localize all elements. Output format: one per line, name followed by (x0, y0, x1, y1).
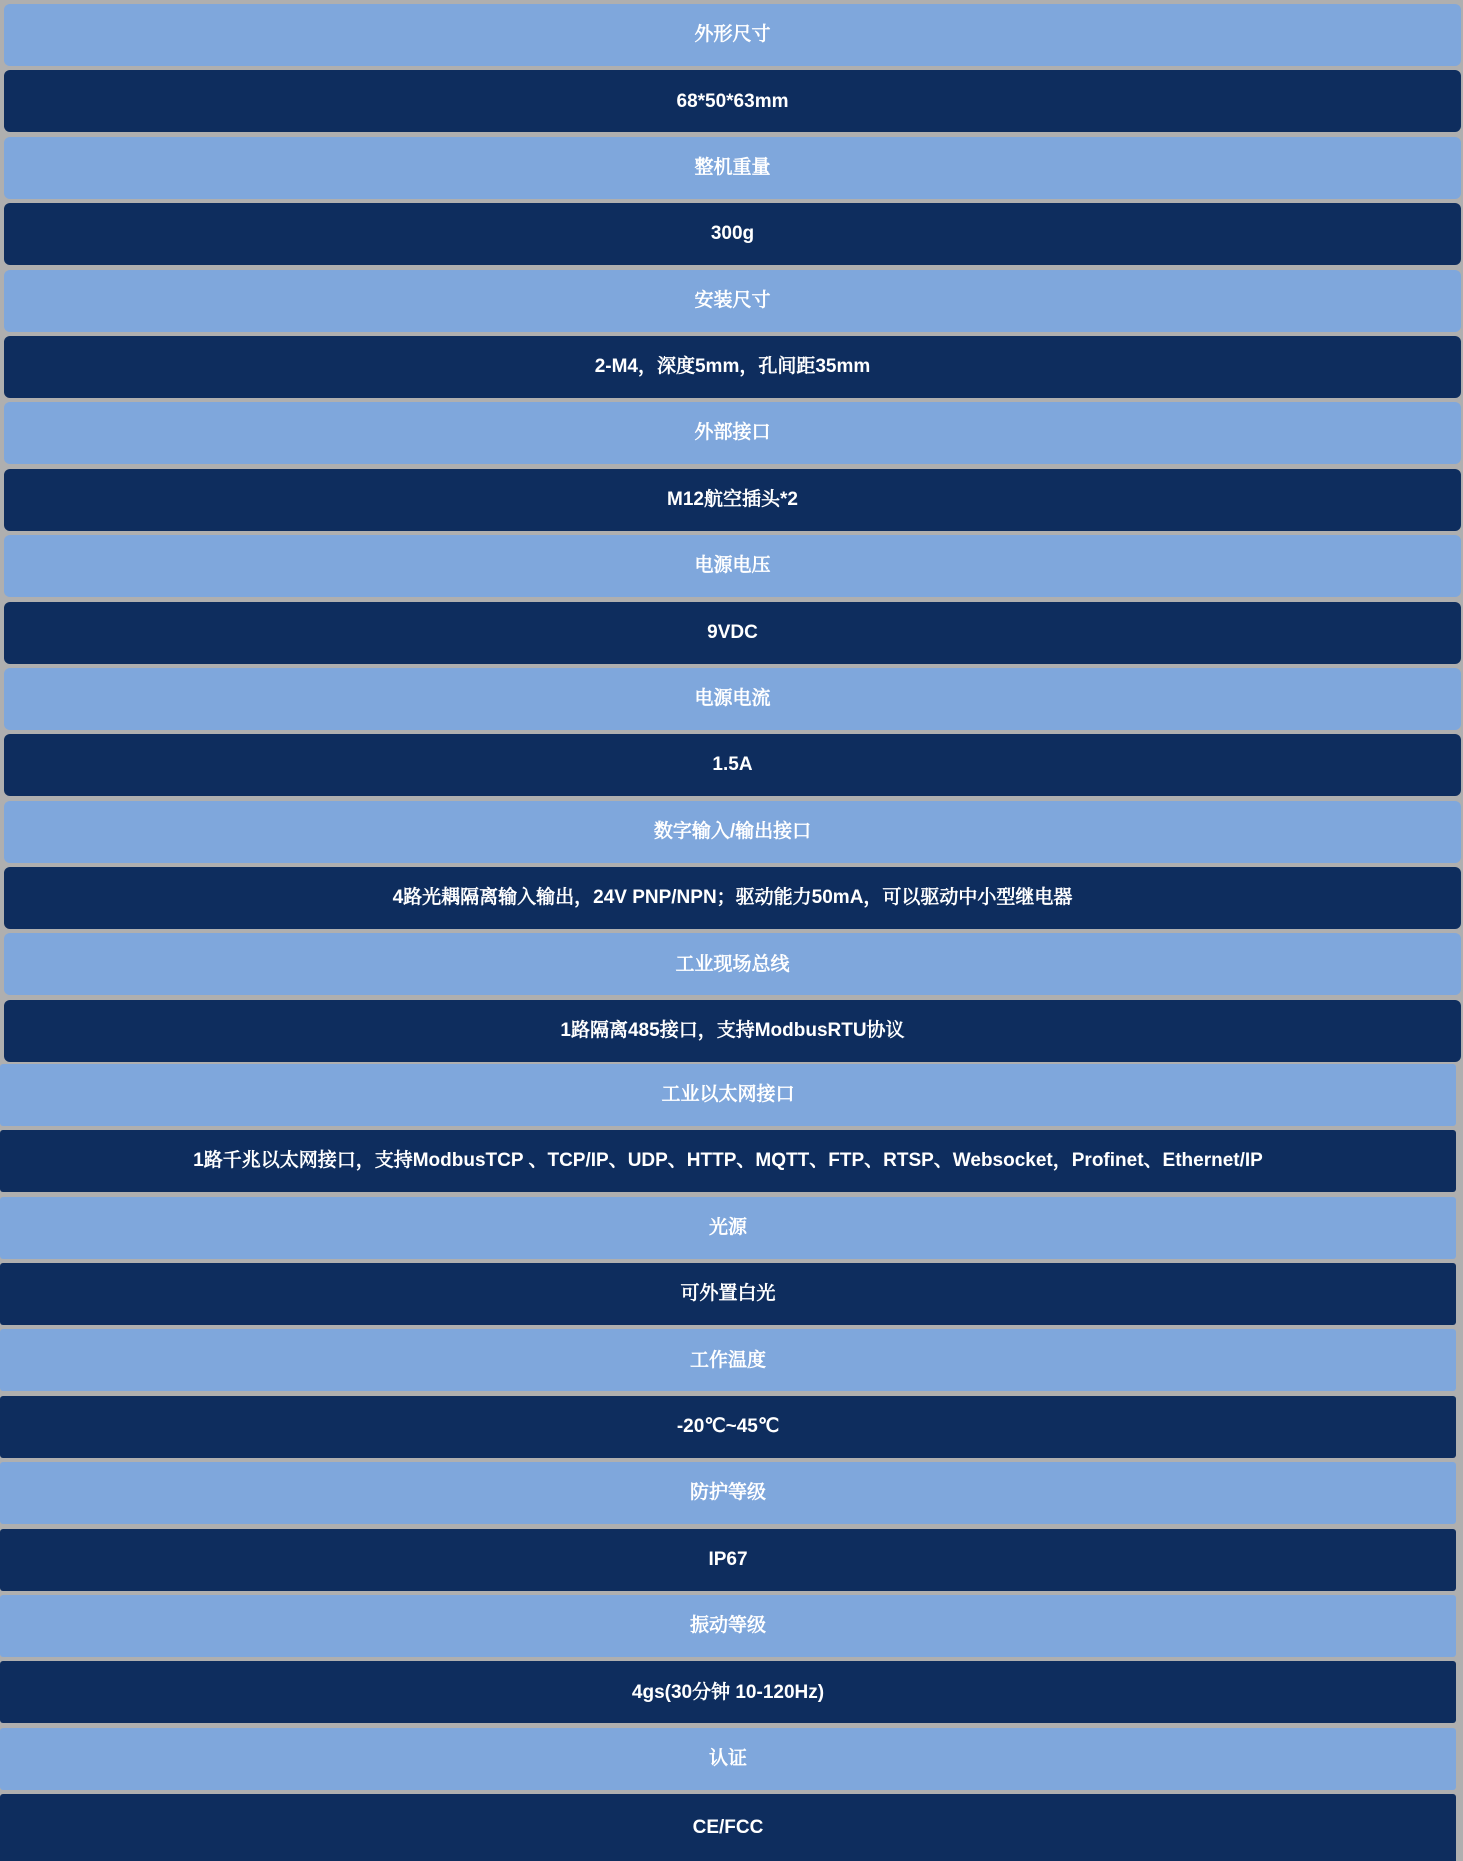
spec-row-label: 电源电流 (694, 688, 771, 710)
spec-row-label: 4路光耦隔离输入输出，24V PNP/NPN；驱动能力50mA，可以驱动中小型继电器 (392, 887, 1073, 909)
spec-row-label: 整机重量 (694, 156, 771, 178)
spec-value-row (0, 1794, 1456, 1861)
spec-value-row (4, 70, 1461, 132)
spec-row-label: -20℃~45℃ (676, 1415, 780, 1437)
spec-row-label: 安装尺寸 (694, 289, 771, 311)
spec-value-row (0, 1661, 1456, 1723)
spec-row-label: 防护等级 (689, 1482, 766, 1504)
spec-field-row (0, 1329, 1456, 1391)
spec-row-label: 认证 (708, 1747, 747, 1769)
spec-field-row (0, 1197, 1456, 1259)
spec-row-label: 工业以太网接口 (661, 1083, 795, 1105)
spec-field-row (4, 402, 1461, 464)
spec-value-row (4, 602, 1461, 664)
spec-row-label: 2-M4，深度5mm，孔间距35mm (594, 356, 871, 378)
spec-value-row (4, 867, 1461, 929)
spec-row-label: 1.5A (712, 754, 753, 776)
spec-row-label: 可外置白光 (680, 1283, 776, 1305)
spec-field-row (4, 801, 1461, 863)
spec-row-label: 数字输入/输出接口 (653, 820, 812, 842)
spec-row-label: IP67 (708, 1548, 748, 1570)
spec-field-row (0, 1595, 1456, 1657)
spec-field-row (4, 933, 1461, 995)
spec-row-label: 4gs(30分钟 10-120Hz) (631, 1681, 825, 1703)
spec-field-row (4, 137, 1461, 199)
spec-row-label: 9VDC (707, 621, 758, 643)
spec-value-row (0, 1263, 1456, 1325)
spec-row-label: M12航空插头*2 (667, 488, 798, 510)
spec-row-label: 光源 (708, 1216, 747, 1238)
spec-field-row (0, 1462, 1456, 1524)
spec-value-row (0, 1396, 1456, 1458)
spec-value-row (4, 734, 1461, 796)
spec-row-label: 工业现场总线 (675, 953, 790, 975)
spec-field-row (4, 270, 1461, 332)
spec-row-label: 振动等级 (689, 1615, 766, 1637)
spec-row-label: 1路千兆以太网接口，支持ModbusTCP 、TCP/IP、UDP、HTTP、MQTT、FTP、RTSP、Websocket，Profinet、Ethernet/IP (193, 1150, 1263, 1172)
spec-field-row (4, 668, 1461, 730)
spec-field-row (0, 1064, 1456, 1126)
spec-value-row (0, 1529, 1456, 1591)
spec-row-label: 300g (710, 223, 755, 245)
spec-value-row (0, 1130, 1456, 1192)
spec-row-label: 工作温度 (689, 1349, 766, 1371)
spec-row-label: 电源电压 (694, 555, 771, 577)
spec-row-label: 68*50*63mm (676, 90, 789, 112)
spec-field-row (4, 4, 1461, 66)
spec-row-label: CE/FCC (692, 1816, 764, 1838)
spec-value-row (4, 1000, 1461, 1062)
spec-value-row (4, 336, 1461, 398)
spec-field-row (4, 535, 1461, 597)
spec-field-row (0, 1728, 1456, 1790)
spec-row-label: 1路隔离485接口，支持ModbusRTU协议 (560, 1019, 905, 1041)
spec-row-label: 外形尺寸 (694, 24, 771, 46)
spec-row-label: 外部接口 (694, 422, 771, 444)
spec-value-row (4, 203, 1461, 265)
spec-value-row (4, 469, 1461, 531)
